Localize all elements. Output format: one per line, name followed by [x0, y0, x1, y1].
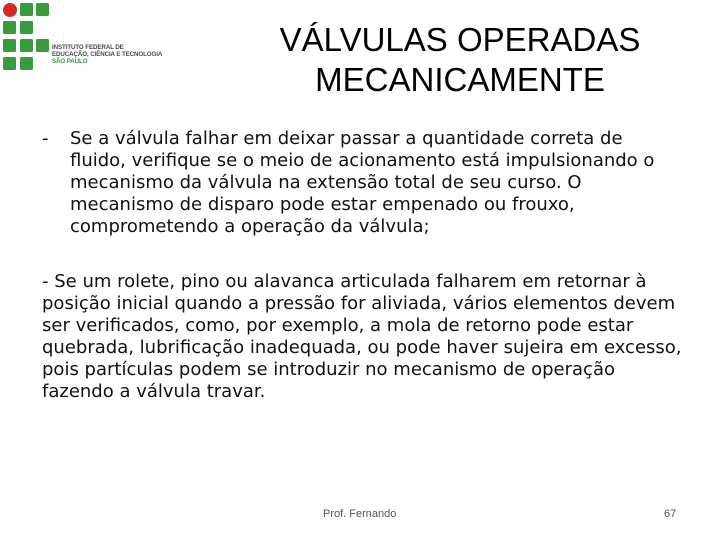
slide-title [255, 20, 665, 100]
logo-line-1: INSTITUTO FEDERAL DE [52, 44, 124, 51]
slide-body [42, 128, 692, 403]
logo-line-3: SÃO PAULO [52, 58, 88, 65]
slide-number: 67 [664, 508, 677, 520]
paragraph-2: - Se um rolete, pino ou alavanca articulada falharem em retornar à posição inicial quando a pressão for aliviada, vários elementos devem ser verificados, como, por exemplo, a mola de retorno pode estar quebrada, lubrificação inadequada, ou pode haver sujeira em excesso, pois partículas podem se introduzir no mecanismo de operação fazendo a válvula travar. [42, 271, 682, 402]
paragraph-1-text: Se a válvula falhar em deixar passar a quantidade correta de fluido, verifique se o meio de acionamento está impulsionando o mecanismo da válvula na extensão total de seu curso. O mecanismo de disparo pode estar empenado ou frouxo, comprometendo a operação da válvula; [70, 128, 655, 237]
logo-text [52, 44, 178, 65]
paragraph-1-dash: - [42, 128, 49, 149]
logo-line-2: EDUCAÇÃO, CIÊNCIA E TECNOLOGIA [52, 51, 163, 58]
paragraph-1 [42, 128, 670, 238]
institute-logo [0, 0, 178, 74]
slide-title-line-2: MECANICAMENTE [315, 61, 605, 98]
footer-author: Prof. Fernando [323, 508, 397, 520]
logo-mark-icon [2, 2, 50, 72]
slide-title-line-1: VÁLVULAS OPERADAS [279, 21, 641, 58]
